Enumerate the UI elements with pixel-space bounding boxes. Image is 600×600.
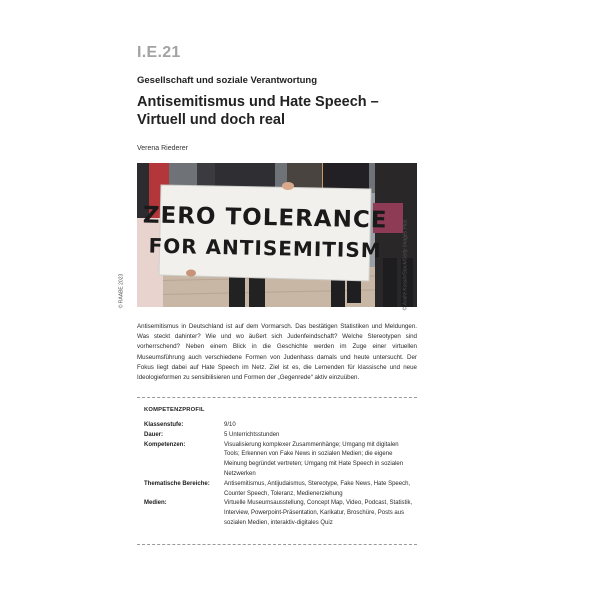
intro-paragraph: Antisemitismus in Deutschland ist auf dem Vormarsch. Das bestätigen Statistiken und Meldungen. Was steckt dahinter? Wie und wo äußert sich Judenfeindschaft? Welche Stereotypen sind vorherrschend? Neben einem Blick in die Geschichte werden im Zuge einer virtuellen Museumsführung auch verschiedene Formen von Judenhass damals und heute untersucht. Der Fokus liegt dabei auf Hate Speech im Netz. Ziel ist es, die Lernenden für klassische und neue Ideologieformen zu sensibilisieren und Formen der „Gegenrede“ aktiv einzuüben. xyxy=(137,323,417,382)
divider-top xyxy=(137,397,417,398)
series-title: Gesellschaft und soziale Verantwortung xyxy=(137,75,318,86)
profile-label: Klassenstufe: xyxy=(144,422,184,428)
profile-label: Thematische Bereiche: xyxy=(144,480,210,487)
profile-label: Kompetenzen: xyxy=(144,441,186,448)
page-code: I.E.21 xyxy=(137,44,181,61)
page-title: Antisemitismus und Hate Speech – Virtuell und doch real xyxy=(137,94,379,128)
profile-heading: KOMPETENZPROFIL xyxy=(144,407,205,413)
profile-row-topics xyxy=(144,480,414,500)
cover-photo xyxy=(137,163,417,307)
sign-text-line2: FOR ANTISEMITISM xyxy=(148,233,382,263)
profile-label: Medien: xyxy=(144,500,167,507)
profile-value: Virtuelle Museumsausstellung, Concept Map, Video, Podcast, Statistik, Interview, Powerpoint-Präsentation, Karikatur, Broschüre, Posts aus sozialen Medien, interaktiv-digitales Quiz xyxy=(224,500,413,526)
profile-value: Visualisierung komplexer Zusammenhänge; Umgang mit digitalen Tools; Erkennen von Fake News in sozialen Medien; die eigene Meinung begründet vertreten; Umgang mit Hate Speech in sozialen Netzwerken xyxy=(224,441,404,477)
sign-text-line1: ZERO TOLERANCE xyxy=(142,202,388,234)
competence-profile xyxy=(144,421,414,529)
profile-value: Antisemitismus, Antijudaismus, Stereotype, Fake News, Hate Speech, Counter Speech, Toleranz, Medienerziehung xyxy=(224,480,411,497)
profile-row-competences xyxy=(144,441,414,480)
profile-row-grade xyxy=(144,421,414,431)
profile-value: 5 Unterrichtsstunden xyxy=(224,431,280,438)
protest-photo-illustration xyxy=(137,163,417,307)
profile-value: 9/10 xyxy=(224,422,236,428)
profile-label: Dauer: xyxy=(144,431,164,438)
profile-row-media xyxy=(144,499,414,528)
photo-credit: © André Kosslir/Stock/Getty Images Plus xyxy=(402,219,409,311)
divider-bottom xyxy=(137,544,417,545)
author: Verena Riederer xyxy=(137,145,188,152)
copyright-note: © RAABE 2023 xyxy=(118,273,125,309)
profile-row-duration xyxy=(144,431,414,441)
